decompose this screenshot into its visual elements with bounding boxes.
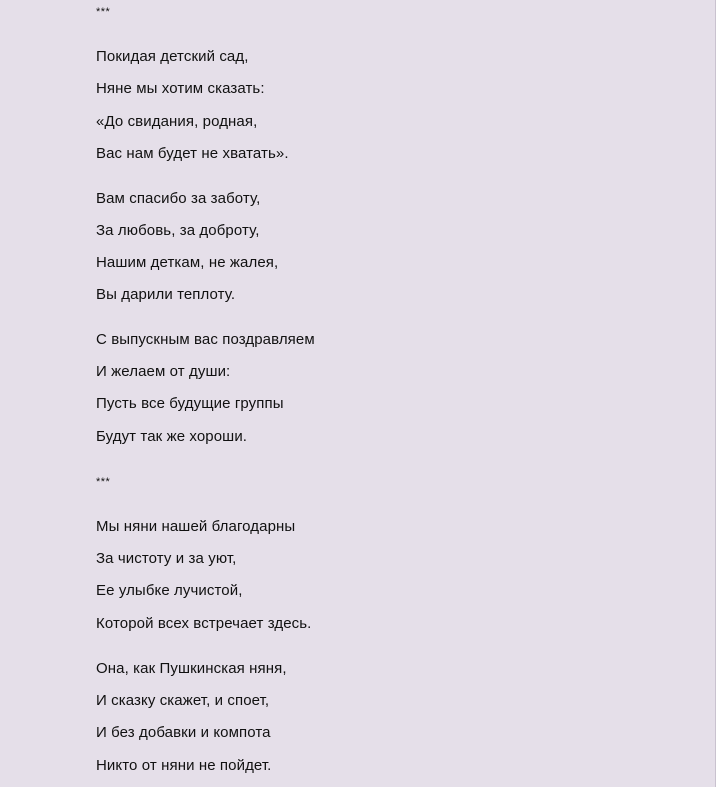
- poem-line: Никто от няни не пойдет.: [96, 757, 272, 774]
- poem-line: С выпускным вас поздравляем: [96, 331, 315, 348]
- poem-line: «До свидания, родная,: [96, 113, 258, 130]
- poem-line: Она, как Пушкинская няня,: [96, 660, 287, 677]
- poem-line: Покидая детский сад,: [96, 48, 249, 65]
- separator: ***: [96, 476, 111, 488]
- poem-line: Вас нам будет не хватать».: [96, 145, 289, 162]
- poem-line: Няне мы хотим сказать:: [96, 80, 265, 97]
- poem-line: Вы дарили теплоту.: [96, 286, 236, 303]
- poem-line: И желаем от души:: [96, 363, 231, 380]
- poem-line: И сказку скажет, и споет,: [96, 692, 270, 709]
- poem-line: Ее улыбке лучистой,: [96, 582, 243, 599]
- poem-line: Мы няни нашей благодарны: [96, 518, 296, 535]
- poem-line: И без добавки и компота: [96, 724, 271, 741]
- poem-line: Которой всех встречает здесь.: [96, 615, 312, 632]
- poem-line: Вам спасибо за заботу,: [96, 190, 261, 207]
- poem-line: Пусть все будущие группы: [96, 395, 284, 412]
- separator: ***: [96, 6, 111, 18]
- poem-line: Будут так же хороши.: [96, 428, 248, 445]
- poem-line: Нашим деткам, не жалея,: [96, 254, 279, 271]
- poem-line: За чистоту и за уют,: [96, 550, 237, 567]
- poem-line: За любовь, за доброту,: [96, 222, 260, 239]
